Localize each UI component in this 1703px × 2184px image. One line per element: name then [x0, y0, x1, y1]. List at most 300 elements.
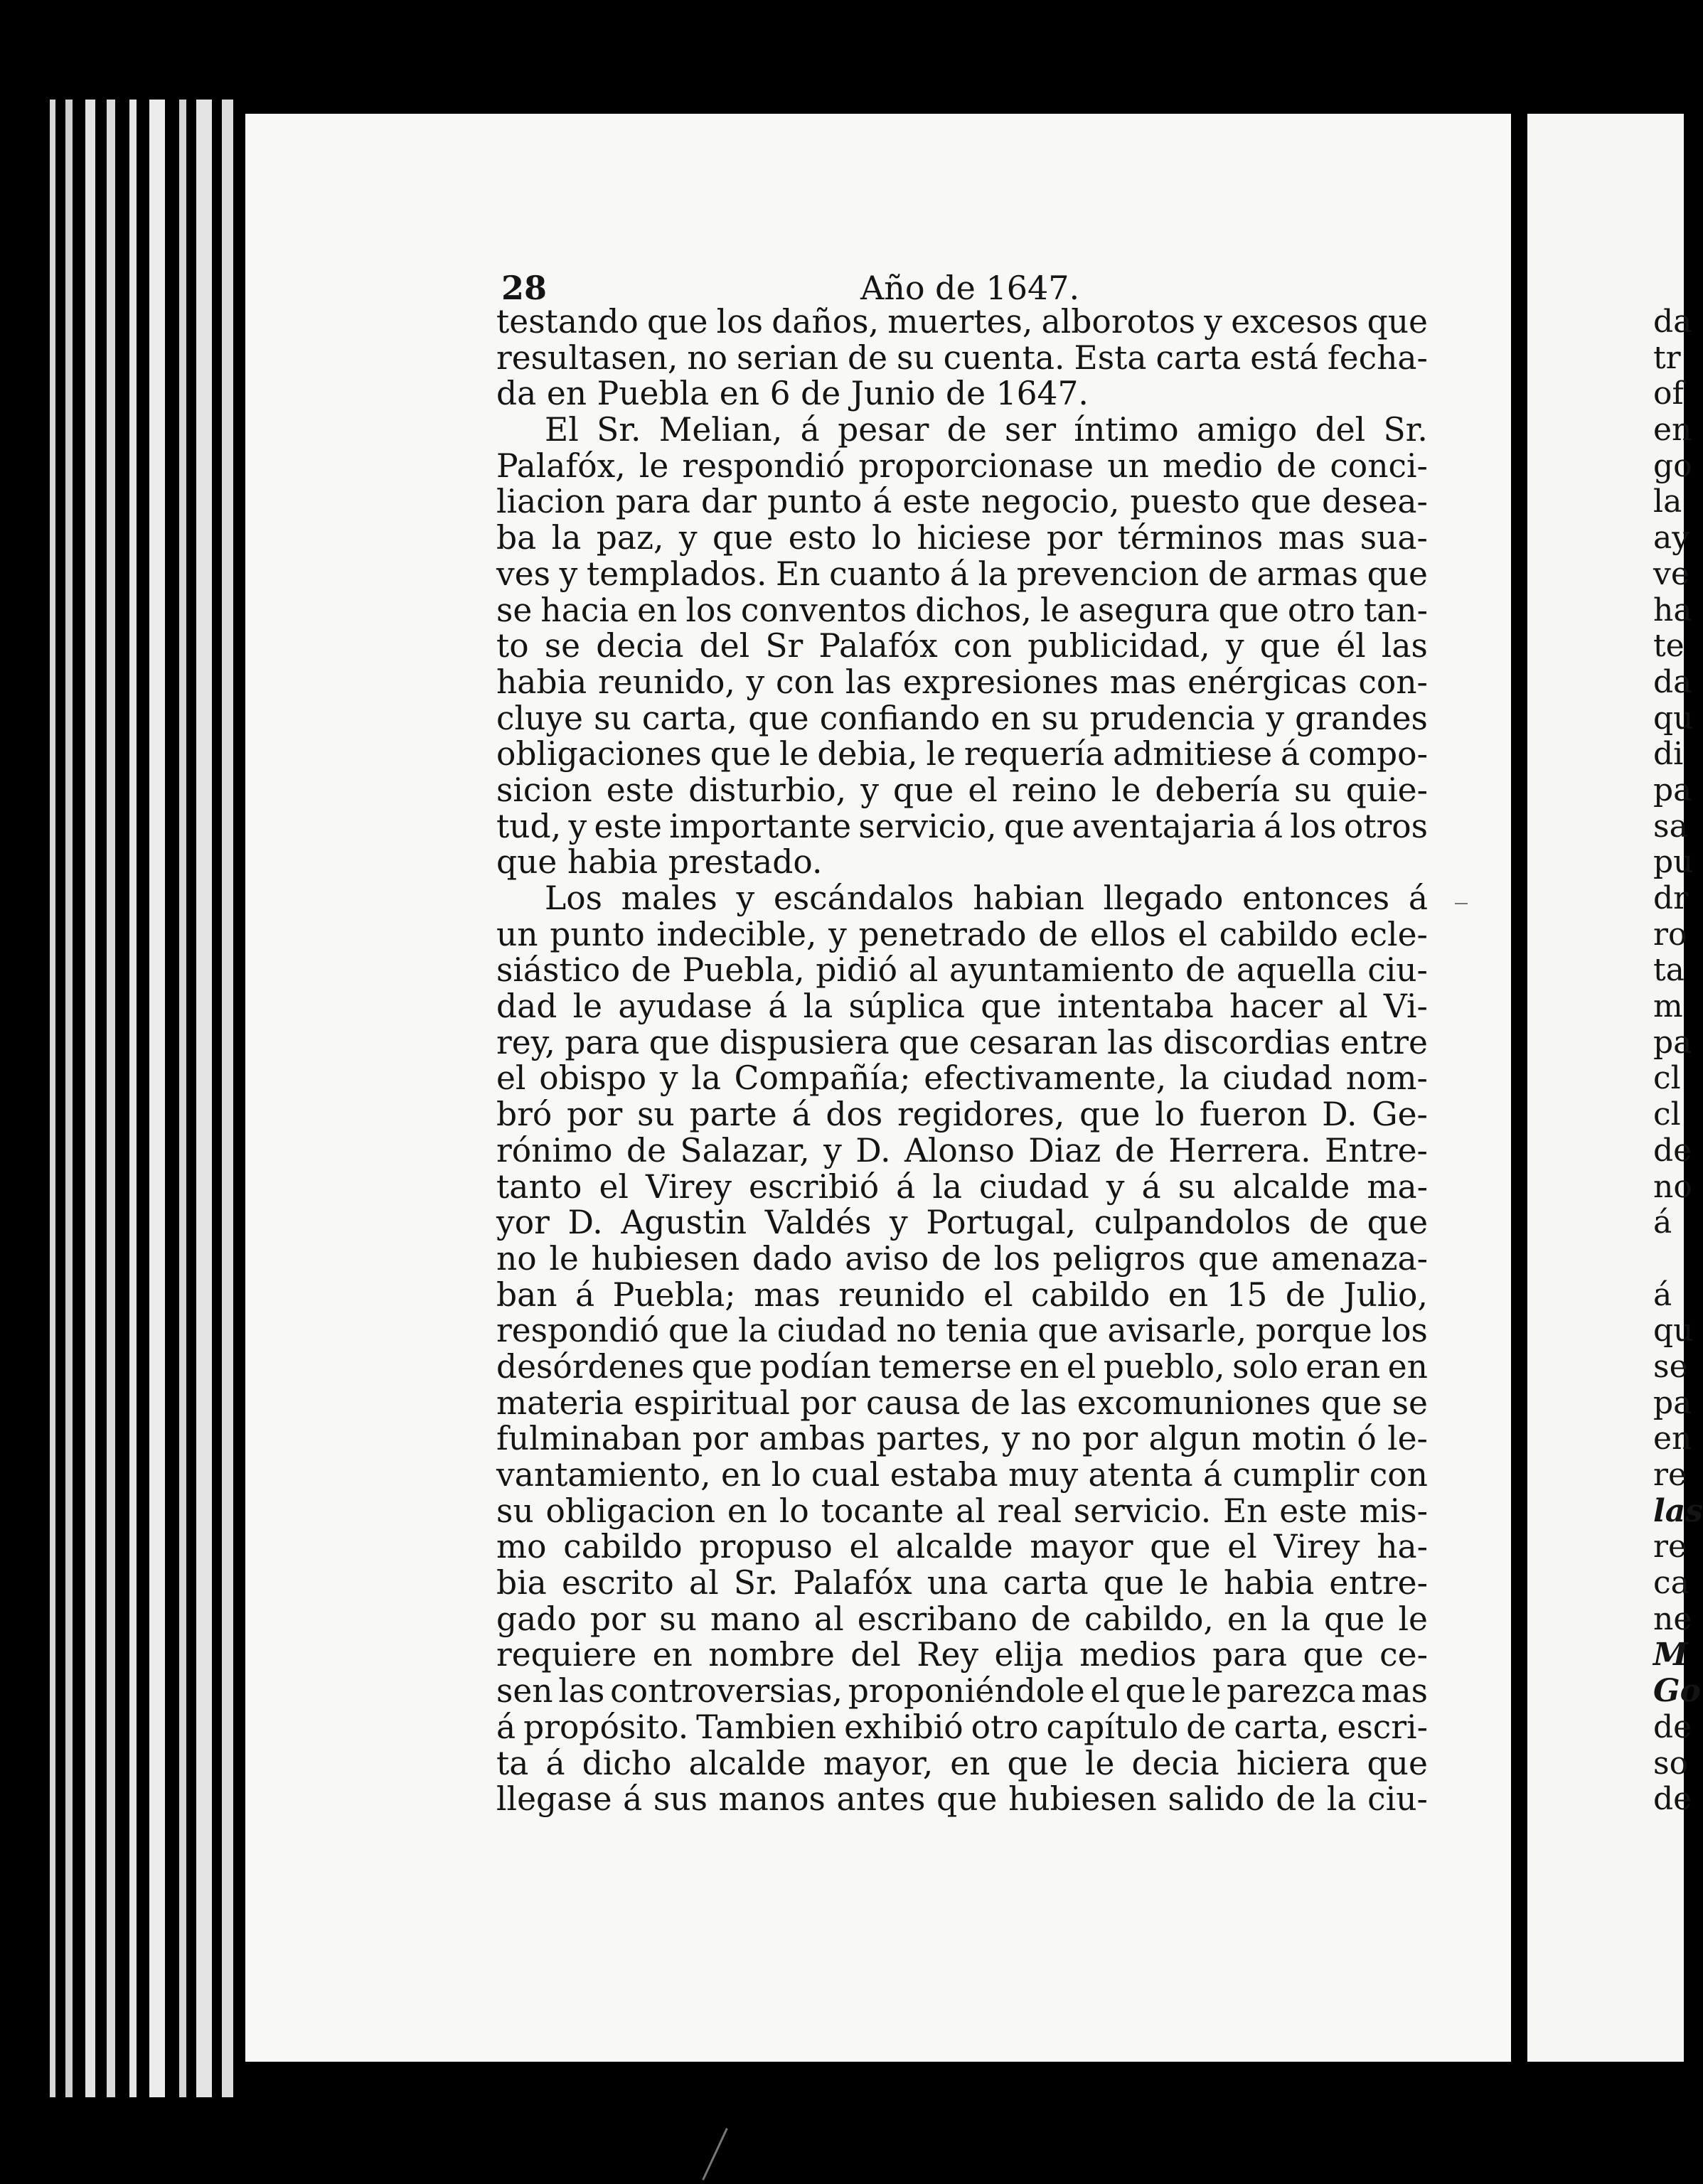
- word: ambas: [759, 1420, 866, 1458]
- word: llegase: [496, 1780, 612, 1819]
- facing-line: cl: [1653, 1060, 1681, 1097]
- word: de: [1276, 446, 1317, 485]
- word: resultasen,: [496, 338, 678, 377]
- facing-line: re: [1653, 1529, 1687, 1565]
- word: en: [719, 375, 760, 413]
- word: su: [1041, 699, 1079, 737]
- facing-line: á: [1653, 1204, 1672, 1241]
- word: entonces: [1242, 879, 1390, 917]
- word: entre-: [1329, 1564, 1428, 1602]
- facing-line: ro: [1653, 916, 1687, 953]
- word: con: [953, 627, 1013, 665]
- word: mis-: [1359, 1492, 1428, 1530]
- word: 1647.: [995, 375, 1089, 413]
- text-line: [496, 809, 1428, 845]
- word: ayudase: [618, 987, 753, 1026]
- word: ser: [1005, 411, 1057, 449]
- word: ha-: [1377, 1528, 1428, 1566]
- word: Sr.: [1383, 411, 1428, 449]
- word: en: [727, 1492, 768, 1530]
- word: y: [890, 1204, 908, 1242]
- page-edges: [179, 100, 186, 2097]
- page-edges: [85, 100, 95, 2097]
- word: testando: [496, 303, 639, 341]
- word: fueron: [1199, 1096, 1308, 1134]
- word: regidores,: [897, 1096, 1065, 1134]
- word: fecha-: [1327, 338, 1428, 377]
- word: partes,: [876, 1420, 991, 1458]
- facing-line: te: [1653, 628, 1685, 665]
- facing-line: de: [1653, 1132, 1692, 1169]
- word: debería: [1155, 771, 1280, 809]
- text-line: [496, 412, 1428, 449]
- word: el: [1178, 915, 1207, 953]
- text-line: [496, 1746, 1428, 1782]
- word: servicio,: [858, 807, 997, 845]
- word: la: [551, 519, 582, 557]
- word: ciu-: [1367, 1780, 1428, 1819]
- running-head: Año de 1647.: [860, 269, 1080, 307]
- text-line: [496, 701, 1428, 737]
- word: de: [1030, 1600, 1071, 1638]
- word: con-: [1358, 663, 1428, 701]
- word: que: [892, 771, 954, 809]
- word: admitiese: [1113, 735, 1273, 774]
- word: 15: [1226, 1275, 1268, 1314]
- facing-line: tr: [1653, 339, 1681, 376]
- facing-line: ta: [1653, 952, 1685, 989]
- word: espiritual: [634, 1383, 790, 1422]
- word: hubiesen: [591, 1239, 740, 1278]
- word: otro: [1287, 591, 1355, 629]
- word: rónimo: [496, 1131, 613, 1169]
- word: su: [637, 1096, 675, 1134]
- word: ciu-: [1367, 951, 1428, 990]
- word: dos: [826, 1096, 883, 1134]
- word: dichos,: [915, 591, 1032, 629]
- text-line: [496, 665, 1428, 701]
- word: por: [567, 1096, 623, 1134]
- facing-line: pa: [1653, 1384, 1692, 1421]
- pen-mark: [1455, 903, 1468, 904]
- word: y: [1225, 627, 1244, 665]
- word: y: [659, 1059, 678, 1098]
- word: proporcionase: [858, 446, 1094, 485]
- word: servicio.: [1073, 1492, 1212, 1530]
- word: los: [1381, 1312, 1428, 1350]
- word: y: [1001, 1420, 1020, 1458]
- word: del: [699, 627, 750, 665]
- facing-line: qu: [1653, 700, 1694, 737]
- word: y: [823, 1131, 842, 1169]
- facing-line: á: [1653, 1276, 1672, 1313]
- word: que: [1320, 1383, 1382, 1422]
- facing-line: ay: [1653, 520, 1690, 557]
- word: propuso: [699, 1528, 833, 1566]
- word: las: [1020, 1383, 1067, 1422]
- word: armas: [1256, 555, 1358, 593]
- facing-line: re: [1653, 1457, 1687, 1494]
- word: Puebla,: [682, 951, 805, 990]
- word: las: [845, 663, 892, 701]
- word: de: [1309, 1204, 1350, 1242]
- word: sua-: [1360, 519, 1428, 557]
- word: reunido,: [597, 663, 735, 701]
- word: su: [594, 699, 631, 737]
- word: la: [1326, 1780, 1357, 1819]
- word: pidió: [816, 951, 897, 990]
- text-line: [496, 593, 1428, 629]
- facing-line: en: [1653, 412, 1692, 449]
- word: se: [1392, 1383, 1428, 1422]
- word: excomuniones: [1077, 1383, 1311, 1422]
- word: que: [1079, 1096, 1141, 1134]
- word: avisarle,: [1107, 1312, 1247, 1350]
- word: negocio,: [981, 483, 1120, 521]
- word: carta: [1003, 1564, 1089, 1602]
- word: Portugal,: [926, 1204, 1077, 1242]
- word: aviso: [845, 1239, 929, 1278]
- word: hacia: [540, 591, 629, 629]
- word: en: [652, 1636, 693, 1674]
- word: estaba: [890, 1456, 998, 1494]
- word: Julio,: [1343, 1275, 1428, 1314]
- word: súplica: [848, 987, 966, 1026]
- word: hacer: [1229, 987, 1323, 1026]
- word: desea-: [1322, 483, 1428, 521]
- word: obligaciones: [496, 735, 702, 774]
- word: de: [847, 338, 888, 377]
- facing-line: m: [1653, 988, 1683, 1025]
- word: lo: [872, 519, 902, 557]
- word: por: [1046, 519, 1103, 557]
- word: manos: [718, 1780, 826, 1819]
- word: en: [720, 1456, 762, 1494]
- word: tan-: [1363, 591, 1428, 629]
- word: llegado: [1103, 879, 1224, 917]
- word: Vi-: [1383, 987, 1428, 1026]
- facing-line: pa: [1653, 771, 1692, 808]
- text-line: [496, 1383, 1428, 1422]
- word: elija: [994, 1636, 1064, 1674]
- text-line: [496, 557, 1428, 593]
- word: Junio: [850, 375, 936, 413]
- facing-line: dr: [1653, 880, 1689, 916]
- word: motin: [1251, 1420, 1347, 1458]
- word: que: [712, 519, 774, 557]
- word: intentaba: [1057, 987, 1214, 1026]
- word: requería: [963, 735, 1105, 774]
- word: cuanto: [829, 555, 941, 593]
- word: discordias: [1163, 1023, 1331, 1061]
- word: carta: [1155, 338, 1242, 377]
- word: le: [1084, 1744, 1115, 1782]
- word: ves: [496, 555, 550, 593]
- word: antes: [836, 1780, 926, 1819]
- word: le: [1040, 591, 1070, 629]
- word: templados.: [586, 555, 767, 593]
- word: él: [1336, 627, 1366, 665]
- word: cumplir: [1232, 1456, 1360, 1494]
- word: enérgicas: [1187, 663, 1347, 701]
- word: cluye: [496, 699, 583, 737]
- word: pueblo,: [1103, 1347, 1225, 1386]
- word: penetrado: [858, 915, 1027, 953]
- word: este: [902, 483, 971, 521]
- word: á: [949, 555, 969, 593]
- text-line: [496, 376, 1428, 412]
- word: ó: [1357, 1420, 1377, 1458]
- word: lo: [1155, 1096, 1185, 1134]
- word: en: [1387, 1347, 1428, 1386]
- word: el: [983, 1275, 1013, 1314]
- text-line: [496, 1275, 1428, 1314]
- word: el: [968, 771, 998, 809]
- word: su: [897, 338, 934, 377]
- word: á: [545, 1744, 565, 1782]
- word: Rey: [917, 1636, 979, 1674]
- word: El: [545, 411, 579, 449]
- word: de: [626, 1131, 667, 1169]
- word: nom-: [1345, 1059, 1428, 1098]
- word: ciudad: [776, 1312, 887, 1350]
- word: conci-: [1330, 446, 1428, 485]
- word: ayuntamiento: [949, 951, 1175, 990]
- word: tud,: [496, 807, 562, 845]
- facing-line: di: [1653, 736, 1684, 773]
- word: y: [559, 555, 578, 593]
- facing-line: sa: [1653, 808, 1688, 845]
- word: que: [1367, 555, 1428, 593]
- word: el: [599, 1167, 629, 1206]
- word: Virey: [1274, 1528, 1360, 1566]
- text-line: [496, 845, 1428, 881]
- word: que: [936, 1780, 998, 1819]
- word: un: [496, 915, 538, 953]
- word: de: [1114, 1131, 1155, 1169]
- word: to: [496, 627, 529, 665]
- word: en: [546, 375, 587, 413]
- word: aventajaria: [1072, 807, 1256, 845]
- word: ma-: [1367, 1167, 1428, 1206]
- word: la: [803, 987, 833, 1026]
- word: carta,: [1234, 1708, 1330, 1746]
- word: pesar: [838, 411, 929, 449]
- word: su: [1178, 1167, 1216, 1206]
- word: la: [738, 1312, 768, 1350]
- word: y: [678, 519, 698, 557]
- facing-line: de: [1653, 1781, 1692, 1818]
- word: Sr: [765, 627, 804, 665]
- word: prestado.: [668, 843, 823, 882]
- word: Diaz: [1028, 1131, 1101, 1169]
- word: en: [991, 699, 1031, 737]
- page-edges: [65, 100, 73, 2097]
- word: aquella: [1236, 951, 1357, 990]
- word: del: [1315, 411, 1366, 449]
- word: Puebla: [597, 375, 710, 413]
- word: su: [496, 1492, 534, 1530]
- word: alborotos: [1041, 303, 1195, 341]
- word: el: [849, 1528, 879, 1566]
- word: cual: [811, 1456, 880, 1494]
- word: salido: [1168, 1780, 1265, 1819]
- word: sus: [653, 1780, 708, 1819]
- word: dad: [496, 987, 557, 1026]
- word: asegura: [1078, 591, 1210, 629]
- word: los: [993, 1239, 1040, 1278]
- word: de: [1186, 1708, 1227, 1746]
- word: obligacion: [545, 1492, 716, 1530]
- word: mo: [496, 1528, 547, 1566]
- facing-line: la: [1653, 483, 1682, 520]
- word: al: [688, 1564, 719, 1602]
- word: otro: [971, 1708, 1039, 1746]
- word: de: [970, 1383, 1010, 1422]
- word: y: [1106, 1167, 1125, 1206]
- word: la: [1281, 1600, 1310, 1638]
- word: á: [1408, 879, 1428, 917]
- text-line: [496, 1494, 1428, 1530]
- word: que: [1150, 1528, 1211, 1566]
- word: de: [801, 375, 841, 413]
- word: que: [1003, 807, 1065, 845]
- word: decia: [596, 627, 684, 665]
- word: dispusiera: [719, 1023, 890, 1061]
- word: no: [896, 1312, 937, 1350]
- word: una: [927, 1564, 988, 1602]
- word: sicion: [496, 771, 592, 809]
- word: á: [496, 1708, 516, 1746]
- word: y: [860, 771, 879, 809]
- word: hiciera: [1236, 1744, 1350, 1782]
- text-line: [496, 1782, 1428, 1818]
- word: ce-: [1379, 1636, 1428, 1674]
- word: conventos: [740, 591, 907, 629]
- word: habia: [1223, 1564, 1315, 1602]
- word: Esta: [1074, 338, 1147, 377]
- word: Entre-: [1325, 1131, 1428, 1169]
- word: solo: [1232, 1347, 1298, 1386]
- word: de: [1038, 915, 1079, 953]
- word: términos: [1117, 519, 1264, 557]
- word: decia: [1131, 1744, 1219, 1782]
- word: que: [1218, 591, 1279, 629]
- word: á: [575, 1275, 595, 1314]
- word: causa: [866, 1383, 961, 1422]
- facing-line: ca: [1653, 1565, 1689, 1602]
- body-text: [496, 304, 1428, 1818]
- word: respondió: [496, 1312, 659, 1350]
- word: de: [946, 411, 987, 449]
- word: que: [1259, 627, 1321, 665]
- word: mas: [1109, 663, 1177, 701]
- word: le: [1398, 1600, 1428, 1638]
- word: materia: [496, 1383, 624, 1422]
- word: que: [748, 699, 809, 737]
- word: importante: [669, 807, 852, 845]
- word: que: [710, 735, 772, 774]
- facing-line: no: [1653, 1168, 1692, 1205]
- word: Ge-: [1372, 1096, 1428, 1134]
- word: le: [1111, 771, 1141, 809]
- page-edges: [50, 100, 55, 2097]
- word: el: [1227, 1528, 1257, 1566]
- word: mayor,: [823, 1744, 934, 1782]
- word: la: [1179, 1059, 1210, 1098]
- word: escándalos: [773, 879, 954, 917]
- word: sen: [496, 1672, 553, 1711]
- word: que: [647, 303, 708, 341]
- word: á: [791, 1096, 811, 1134]
- word: la: [691, 1059, 721, 1098]
- word: respondió: [682, 446, 845, 485]
- word: á: [896, 1167, 916, 1206]
- word: ecle-: [1350, 915, 1428, 953]
- word: con: [1369, 1456, 1428, 1494]
- word: desórdenes: [496, 1347, 685, 1386]
- word: mano: [710, 1600, 801, 1638]
- word: medio: [1162, 446, 1264, 485]
- word: en: [1168, 1275, 1209, 1314]
- text-line: [496, 953, 1428, 989]
- word: á: [1202, 1456, 1223, 1494]
- word: del: [850, 1636, 901, 1674]
- word: expresiones: [902, 663, 1099, 701]
- word: que: [1367, 1204, 1428, 1242]
- text-line: [496, 1710, 1428, 1746]
- word: al: [908, 951, 939, 990]
- word: íntimo: [1074, 411, 1179, 449]
- word: las: [1107, 1023, 1154, 1061]
- facing-line: ha: [1653, 592, 1692, 628]
- word: le: [1191, 1672, 1222, 1711]
- word: para: [615, 483, 691, 521]
- word: controversias,: [610, 1672, 843, 1711]
- word: D.: [855, 1131, 891, 1169]
- word: le: [639, 446, 669, 485]
- word: Palafóx: [818, 627, 938, 665]
- word: que: [1324, 1600, 1385, 1638]
- word: punto: [767, 483, 863, 521]
- word: algun: [1148, 1420, 1241, 1458]
- pen-mark: [702, 2128, 728, 2180]
- word: lo: [779, 1492, 809, 1530]
- word: esto: [788, 519, 857, 557]
- text-line: [496, 1025, 1428, 1061]
- word: y: [736, 879, 755, 917]
- word: que: [1007, 1744, 1068, 1782]
- word: que: [1103, 1564, 1165, 1602]
- word: Agustin: [621, 1204, 747, 1242]
- word: requiere: [496, 1636, 637, 1674]
- word: entre: [1340, 1023, 1428, 1061]
- text-line: [496, 1097, 1428, 1133]
- word: de: [941, 1239, 982, 1278]
- facing-line: pu: [1653, 844, 1694, 881]
- word: ba: [496, 519, 537, 557]
- text-line: [496, 304, 1428, 341]
- page-edges: [129, 100, 137, 2097]
- word: de: [1285, 1275, 1325, 1314]
- word: dar: [700, 483, 757, 521]
- word: que: [1303, 1636, 1364, 1674]
- word: en: [1019, 1347, 1059, 1386]
- word: punto: [550, 915, 645, 953]
- text-line: [496, 1133, 1428, 1169]
- word: por: [1082, 1420, 1138, 1458]
- word: de: [946, 375, 986, 413]
